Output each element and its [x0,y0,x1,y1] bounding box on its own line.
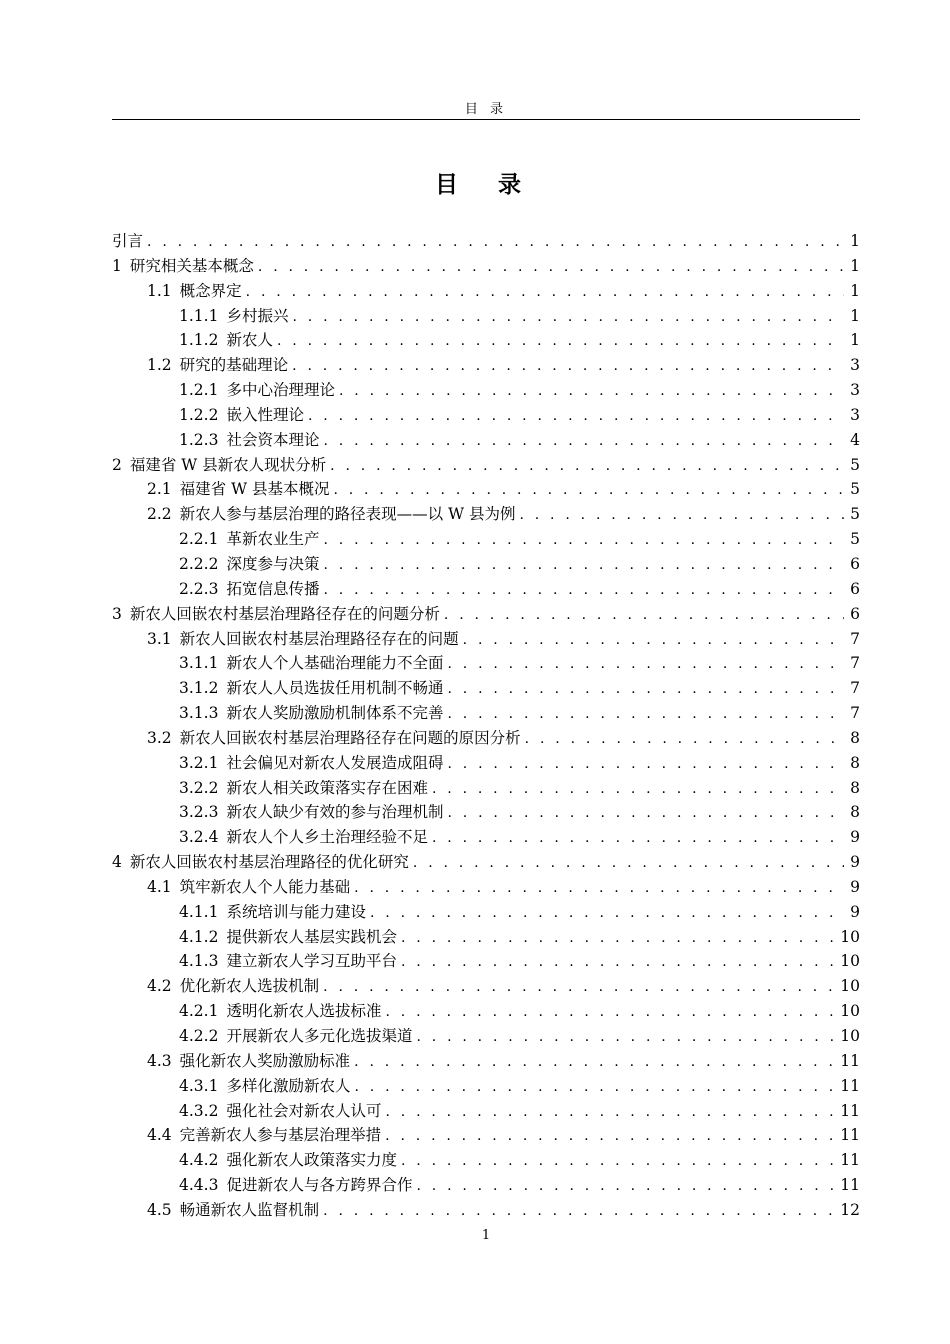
toc-entry-label: 拓宽信息传播 [226,579,320,598]
toc-entry-number: 1.2 [147,356,172,375]
toc-entry[interactable] [112,999,860,1024]
toc-entry-page: 9 [850,877,860,896]
toc-entry-label: 优化新农人选拔机制 [179,977,320,996]
toc-entry-label: 新农人回嵌农村基层治理路径存在的问题 [179,629,459,648]
toc-entry-number: 4 [112,853,122,872]
toc-entry-number: 2.2 [147,505,172,524]
toc-entry-number: 3.1.1 [179,654,219,673]
toc-entry-page: 1 [850,331,860,350]
toc-dot-leader [432,777,844,802]
toc-entry-number: 4.1.2 [179,927,219,946]
toc-entry-label: 新农人回嵌农村基层治理路径存在的问题分析 [129,604,440,623]
toc-entry[interactable] [112,229,860,254]
toc-dot-leader [447,702,844,727]
toc-dot-leader [339,379,844,404]
toc-entry-label: 建立新农人学习互助平台 [226,952,397,971]
toc-entry-number: 4.2.2 [179,1027,219,1045]
toc-dot-leader [354,876,844,901]
toc-entry-page: 3 [850,356,860,375]
toc-entry-page: 8 [850,753,860,772]
toc-entry-page: 5 [850,455,860,474]
toc-entry-label: 嵌入性理论 [226,405,304,424]
toc-dot-leader [323,553,844,578]
toc-dot-leader [308,404,844,429]
toc-entry-number: 2.1 [147,480,172,499]
toc-entry-number: 3.2.2 [179,778,219,797]
toc-entry-page: 11 [840,1176,860,1195]
toc-entry[interactable] [112,1148,860,1173]
toc-entry[interactable] [112,502,860,527]
toc-dot-leader [354,1075,836,1100]
toc-entry-number: 4.4 [147,1126,172,1145]
toc-entry-label: 新农人缺少有效的参与治理机制 [226,803,444,822]
toc-dot-leader [444,603,844,628]
toc-entry-number: 4.3.1 [179,1076,219,1095]
toc-entry-label: 提供新农人基层实践机会 [226,927,397,946]
toc-entry[interactable] [112,453,860,478]
toc-entry[interactable] [112,1173,860,1198]
toc-entry-label: 新农人个人基础治理能力不全面 [226,654,444,673]
toc-entry-label: 强化新农人奖励激励标准 [179,1051,351,1070]
toc-entry-page: 11 [840,1151,860,1170]
toc-entry-page: 11 [840,1126,860,1145]
toc-entry-page: 11 [840,1101,860,1120]
toc-entry[interactable] [112,900,860,925]
toc-dot-leader [323,578,844,603]
toc-entry-page: 10 [840,927,860,946]
toc-dot-leader [147,230,844,255]
toc-entry-number: 2.2.2 [179,554,219,573]
toc-entry-page: 10 [840,1002,860,1021]
toc-title: 目 录 [434,172,537,198]
toc-dot-leader [333,478,844,503]
toc-entry[interactable] [112,676,860,701]
toc-entry-page: 3 [850,405,860,424]
toc-entry-number: 3.2.1 [179,753,219,772]
toc-dot-leader [432,826,844,851]
toc-entry[interactable] [112,751,860,776]
toc-entry-label: 乡村振兴 [226,306,289,325]
toc-entry-page: 8 [850,803,860,822]
toc-entry-label: 强化社会对新农人认可 [226,1101,382,1120]
toc-dot-leader [416,1174,836,1199]
toc-entry[interactable] [112,651,860,676]
toc-entry-page: 10 [840,977,860,996]
toc-entry[interactable] [112,800,860,825]
toc-dot-leader [354,1050,836,1075]
toc-entry[interactable] [112,875,860,900]
toc-dot-leader [277,329,844,354]
toc-entry-page: 1 [850,281,860,300]
table-of-contents [112,229,860,1223]
toc-dot-leader [370,901,844,926]
toc-dot-leader [323,429,844,454]
toc-entry-number: 1.1.1 [179,306,219,325]
toc-entry-page: 9 [850,902,860,921]
toc-dot-leader [292,354,844,379]
toc-entry[interactable] [112,602,860,627]
toc-entry-page: 4 [850,430,860,449]
toc-entry[interactable] [112,701,860,726]
toc-entry-page: 6 [850,579,860,598]
toc-entry-label: 新农人相关政策落实存在困难 [226,778,428,797]
toc-entry-number: 3.1 [147,629,172,648]
toc-entry[interactable] [112,726,860,751]
toc-entry-label: 新农人回嵌农村基层治理路径存在问题的原因分析 [179,728,521,747]
toc-entry[interactable] [112,949,860,974]
toc-entry-page: 9 [850,828,860,847]
toc-entry-label: 概念界定 [179,281,242,300]
toc-entry-page: 5 [850,530,860,549]
toc-entry-number: 2.2.1 [179,530,219,549]
toc-entry-label: 系统培训与能力建设 [226,902,366,921]
toc-entry[interactable] [112,577,860,602]
toc-entry-page: 10 [840,1027,860,1045]
toc-entry-number: 3.1.2 [179,679,219,698]
toc-entry-label: 福建省 W 县新农人现状分析 [129,455,327,474]
toc-entry-number: 4.3 [147,1051,172,1070]
toc-entry-number: 4.1.3 [179,952,219,971]
toc-entry-number: 3.2 [147,728,172,747]
toc-entry[interactable] [112,925,860,950]
toc-dot-leader [292,305,844,330]
toc-dot-leader [385,1000,836,1025]
toc-entry-number: 1 [112,256,122,275]
toc-dot-leader [258,255,844,280]
toc-entry-page: 5 [850,480,860,499]
toc-entry-page: 7 [850,629,860,648]
toc-entry[interactable] [112,477,860,502]
toc-entry-label: 筑牢新农人个人能力基础 [179,877,351,896]
toc-entry[interactable] [112,552,860,577]
toc-entry[interactable] [112,825,860,850]
toc-entry-page: 7 [850,704,860,723]
toc-entry-number: 1.2.2 [179,405,219,424]
toc-dot-leader [385,1100,836,1125]
toc-entry-number: 2 [112,455,122,474]
toc-entry-label: 新农人 [226,331,273,350]
toc-entry-number: 1.1 [147,281,172,300]
toc-entry-label: 开展新农人多元化选拔渠道 [226,1027,413,1045]
toc-entry-label: 畅通新农人监督机制 [179,1200,320,1219]
toc-dot-leader [323,975,836,1000]
toc-entry-page: 9 [850,853,860,872]
toc-entry-number: 4.4.2 [179,1151,219,1170]
toc-dot-leader [246,280,844,305]
toc-entry-label: 促进新农人与各方跨界合作 [226,1176,413,1195]
toc-entry[interactable] [112,1099,860,1124]
toc-entry[interactable] [112,627,860,652]
toc-entry-number: 1.1.2 [179,331,219,350]
toc-entry-label: 深度参与决策 [226,554,320,573]
toc-entry[interactable] [112,974,860,999]
toc-entry-label: 新农人奖励激励机制体系不完善 [226,704,444,723]
toc-entry-number: 3.1.3 [179,704,219,723]
toc-entry-page: 10 [840,952,860,971]
toc-dot-leader [401,950,836,975]
toc-entry-label: 新农人回嵌农村基层治理路径的优化研究 [129,853,409,872]
toc-entry-number: 2.2.3 [179,579,219,598]
toc-entry-number: 1.2.1 [179,381,219,400]
toc-entry-number: 4.2.1 [179,1002,219,1021]
toc-entry[interactable] [112,1024,860,1049]
toc-dot-leader [323,528,844,553]
toc-entry-page: 7 [850,679,860,698]
toc-dot-leader [525,727,844,752]
toc-entry-page: 7 [850,654,860,673]
toc-dot-leader [330,454,844,479]
toc-entry-label: 社会资本理论 [226,430,320,449]
toc-entry-number: 4.4.3 [179,1176,219,1195]
toc-entry-label: 透明化新农人选拔标准 [226,1002,382,1021]
toc-dot-leader [401,926,836,951]
toc-dot-leader [401,1149,836,1174]
toc-entry-label: 新农人人员选拔任用机制不畅通 [226,679,444,698]
toc-entry-label: 新农人参与基层治理的路径表现——以 W 县为例 [179,505,516,524]
toc-entry-page: 11 [840,1051,860,1070]
toc-dot-leader [447,677,844,702]
toc-entry[interactable] [112,353,860,378]
toc-entry[interactable] [112,403,860,428]
toc-dot-leader [323,1199,836,1224]
toc-entry[interactable] [112,378,860,403]
toc-entry-page: 1 [850,306,860,325]
toc-entry[interactable] [112,1049,860,1074]
toc-entry-number: 4.1.1 [179,902,219,921]
toc-entry-number: 3.2.3 [179,803,219,822]
toc-entry[interactable] [112,776,860,801]
toc-entry-label: 多中心治理理论 [226,381,335,400]
toc-entry[interactable] [112,1123,860,1148]
toc-entry-label: 多样化激励新农人 [226,1076,351,1095]
toc-dot-leader [463,628,844,653]
toc-dot-leader [413,851,844,876]
toc-entry-page: 11 [840,1076,860,1095]
page-number: 1 [481,1228,491,1243]
toc-entry-number: 4.5 [147,1200,172,1219]
toc-dot-leader [519,503,844,528]
toc-dot-leader [447,652,844,677]
toc-entry-number: 4.1 [147,877,172,896]
toc-entry[interactable] [112,527,860,552]
toc-entry-number: 3 [112,604,122,623]
toc-dot-leader [385,1124,836,1149]
running-header: 目 录 [464,102,508,117]
toc-entry-page: 5 [850,505,860,524]
toc-entry-label: 强化新农人政策落实力度 [226,1151,397,1170]
toc-entry[interactable] [112,1198,860,1223]
toc-entry-number: 4.2 [147,977,172,996]
toc-entry-page: 3 [850,381,860,400]
toc-dot-leader [416,1025,836,1050]
header-rule [112,119,860,120]
toc-entry-label: 完善新农人参与基层治理举措 [179,1126,382,1145]
toc-dot-leader [447,801,844,826]
toc-entry[interactable] [112,328,860,353]
toc-entry-label: 革新农业生产 [226,530,320,549]
toc-entry-label: 新农人个人乡土治理经验不足 [226,828,428,847]
toc-entry-label: 研究的基础理论 [179,356,289,375]
toc-entry[interactable] [112,428,860,453]
toc-entry-label: 研究相关基本概念 [129,256,254,275]
toc-entry-page: 8 [850,728,860,747]
toc-entry[interactable] [112,254,860,279]
toc-entry-page: 12 [840,1200,860,1219]
toc-entry-label: 引言 [112,232,144,250]
toc-entry-number: 1.2.3 [179,430,219,449]
toc-dot-leader [447,752,844,777]
toc-entry-number: 4.3.2 [179,1101,219,1120]
toc-entry[interactable] [112,279,860,304]
toc-entry-number: 3.2.4 [179,828,219,847]
toc-entry-page: 6 [850,554,860,573]
toc-entry-page: 1 [850,256,860,275]
toc-entry[interactable] [112,1074,860,1099]
toc-entry-label: 社会偏见对新农人发展造成阻碍 [226,753,444,772]
toc-entry[interactable] [112,304,860,329]
toc-entry-label: 福建省 W 县基本概况 [179,480,330,499]
toc-entry-page: 6 [850,604,860,623]
toc-entry-page: 1 [850,232,860,250]
toc-entry[interactable] [112,850,860,875]
toc-entry-page: 8 [850,778,860,797]
